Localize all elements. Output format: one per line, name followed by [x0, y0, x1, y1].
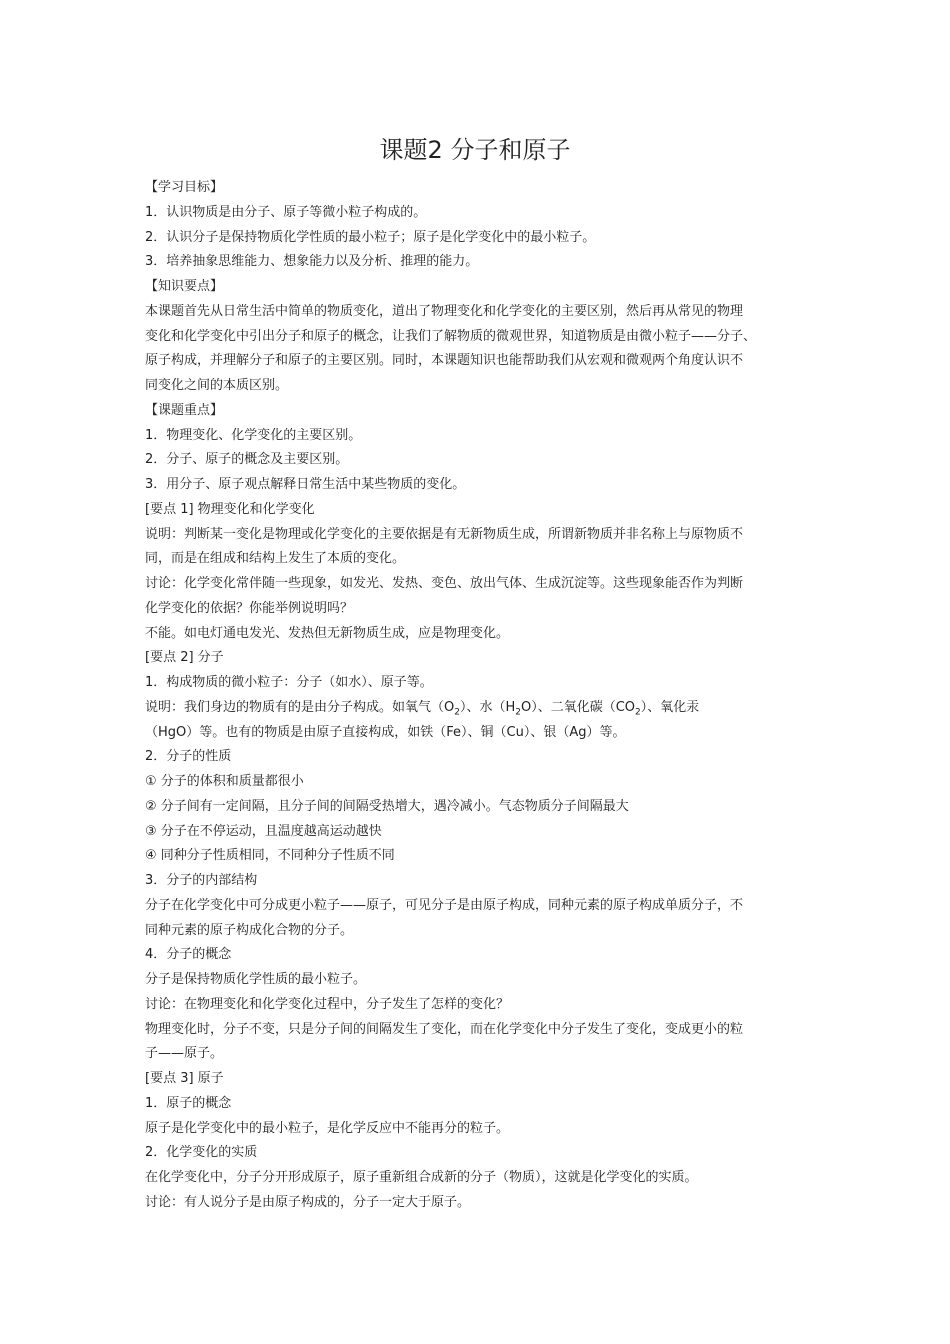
text-line: 化学变化的依据？你能举例说明吗？: [145, 600, 354, 616]
text-line: 4．分子的概念: [145, 947, 232, 963]
text-segment: 说明：我们身边的物质有的是由分子构成。如氧气（O: [145, 699, 455, 715]
text-line: [要点 2] 分子: [145, 650, 224, 666]
text-line: （HgO）等。也有的物质是由原子直接构成，如铁（Fe）、铜（Cu）、银（Ag）等。: [145, 724, 626, 740]
subscript: 2: [454, 707, 460, 718]
text-line: 3．用分子、原子观点解释日常生活中某些物质的变化。: [145, 477, 466, 492]
text-line: [145, 696, 810, 721]
text-line: 1．认识物质是由分子、原子等微小粒子构成的。: [145, 204, 427, 220]
text-line: 1．物理变化、化学变化的主要区别。: [145, 427, 362, 443]
text-line: 同，而是在组成和结构上发生了本质的变化。: [145, 551, 406, 567]
subscript: 2: [635, 707, 641, 718]
text-line: 在化学变化中，分子分开形成原子，原子重新组合成新的分子（物质），这就是化学变化的实质。: [145, 1170, 698, 1185]
text-line: 本课题首先从日常生活中简单的物质变化，道出了物理变化和化学变化的主要区别，然后再从常见的物理: [145, 303, 744, 319]
text-line: 1．构成物质的微小粒子：分子（如水）、原子等。: [145, 675, 433, 690]
text-line: [要点 1] 物理变化和化学变化: [145, 501, 315, 517]
text-line: 不能。如电灯通电发光、发热但无新物质生成，应是物理变化。: [145, 625, 510, 641]
document-body: [145, 176, 810, 1216]
text-line: 讨论：有人说分子是由原子构成的，分子一定大于原子。: [145, 1194, 471, 1210]
text-line: ④ 同种分子性质相同，不同种分子性质不同: [145, 848, 395, 864]
text-line: 物理变化时，分子不变，只是分子间的间隔发生了变化，而在化学变化中分子发生了变化，变成更小的粒: [145, 1021, 744, 1037]
subscript: 2: [515, 707, 521, 718]
text-line: 同变化之间的本质区别。: [145, 378, 289, 393]
text-line: ③ 分子在不停运动，且温度越高运动越快: [145, 823, 382, 839]
text-line: 讨论：在物理变化和化学变化过程中，分子发生了怎样的变化？: [145, 996, 510, 1012]
text-line: 子——原子。: [145, 1046, 224, 1062]
text-line: 【学习目标】: [145, 180, 224, 195]
text-line: 变化和化学变化中引出分子和原子的概念，让我们了解物质的微观世界，知道物质是由微小粒子——分子、: [145, 328, 757, 344]
text-line: 分子在化学变化中可分成更小粒子——原子，可见分子是由原子构成，同种元素的原子构成单质分子，不: [145, 897, 744, 913]
text-line: 说明：判断某一变化是物理或化学变化的主要依据是有无新物质生成，所谓新物质并非名称上与原物质不: [145, 526, 744, 542]
text-line: 分子是保持物质化学性质的最小粒子。: [145, 972, 367, 987]
text-line: 1．原子的概念: [145, 1095, 232, 1111]
text-line: 同种元素的原子构成化合物的分子。: [145, 922, 354, 938]
text-line: 2．分子、原子的概念及主要区别。: [145, 452, 349, 468]
text-line: 2．认识分子是保持物质化学性质的最小粒子；原子是化学变化中的最小粒子。: [145, 229, 596, 245]
text-line: 【课题重点】: [145, 402, 224, 418]
document-title: 课题2 分子和原子: [379, 136, 571, 164]
text-segment: O）、二氧化碳（CO: [520, 699, 636, 715]
text-segment: ）、水（H: [459, 699, 516, 715]
text-line: 原子构成，并理解分子和原子的主要区别。同时，本课题知识也能帮助我们从宏观和微观两个角度认识不: [145, 353, 744, 369]
text-line: [要点 3] 原子: [145, 1071, 224, 1086]
text-line: ② 分子间有一定间隔，且分子间的间隔受热增大，遇冷减小。气态物质分子间隔最大: [145, 798, 629, 814]
text-line: 3．分子的内部结构: [145, 873, 258, 888]
text-line: 2．分子的性质: [145, 749, 232, 765]
text-line: ① 分子的体积和质量都很小: [145, 774, 304, 789]
text-line: 【知识要点】: [145, 279, 224, 294]
text-segment: ）、氧化汞: [640, 699, 700, 715]
text-line: 3．培养抽象思维能力、想象能力以及分析、推理的能力。: [145, 254, 479, 270]
text-line: 原子是化学变化中的最小粒子，是化学反应中不能再分的粒子。: [145, 1120, 510, 1136]
text-line: 2．化学变化的实质: [145, 1145, 258, 1161]
text-line: 讨论：化学变化常伴随一些现象，如发光、发热、变色、放出气体、生成沉淀等。这些现象能否作为判断: [145, 576, 744, 591]
